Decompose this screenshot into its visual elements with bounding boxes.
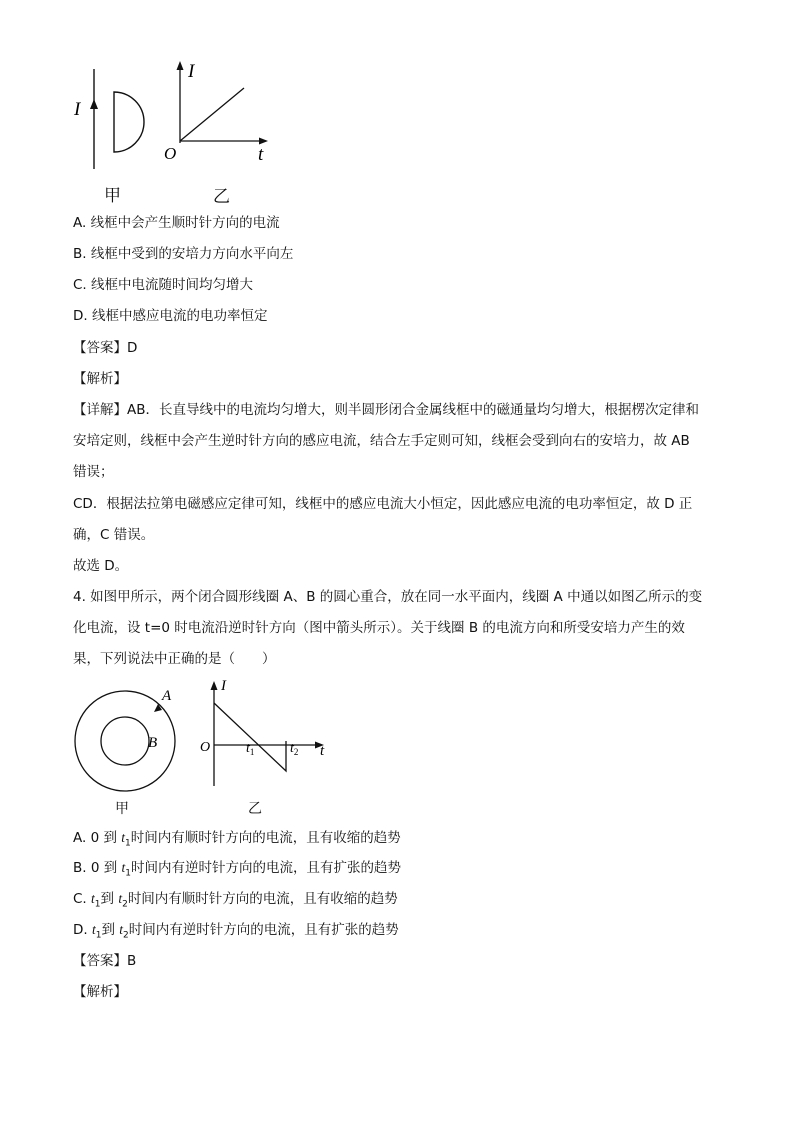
coil-b-label: B <box>148 735 158 751</box>
q3-answer <box>73 338 137 358</box>
q3-detail-line3: 错误； <box>73 464 114 480</box>
q4-stem-line1: 4. 如图甲所示，两个闭合圆形线圈 A、B 的圆心重合，放在同一水平面内，线圈 A 中通以如图乙所示的变 <box>73 589 703 605</box>
figure-1 <box>60 55 290 205</box>
graph1-origin: O <box>164 144 177 163</box>
answer-tag: 【答案】 <box>73 953 127 969</box>
figure-2 <box>68 672 338 802</box>
coil-a-label: A <box>162 688 172 704</box>
q4-option-b: B. 0 到 $t_1$时间内有逆时针方向的电流，且有扩张的趋势 <box>73 860 402 879</box>
graph2-y-label: I <box>221 678 226 694</box>
figure2-caption-b: 乙 <box>248 801 262 817</box>
figure2-caption-a: 甲 <box>115 801 129 817</box>
q3-analysis-tag: 【解析】 <box>73 371 127 387</box>
current-arrow-icon <box>90 99 98 109</box>
q3-option-c: C. 线框中电流随时间均匀增大 <box>73 277 254 293</box>
coil-a <box>75 691 175 791</box>
graph2-x-label: t <box>320 743 325 759</box>
q3-option-d: D. 线框中感应电流的电功率恒定 <box>73 308 268 324</box>
q4-option-a: A. 0 到 $t_1$时间内有顺时针方向的电流，且有收缩的趋势 <box>73 830 401 849</box>
graph2-origin: O <box>200 740 211 755</box>
semicircle-frame <box>114 92 144 152</box>
graph1-x-label: t <box>258 144 264 165</box>
figure1-caption-b: 乙 <box>213 187 230 207</box>
graph1-line <box>180 88 244 141</box>
q4-option-d: D. $t_1$到 $t_2$时间内有逆时针方向的电流，且有扩张的趋势 <box>73 922 399 941</box>
answer-value: D <box>127 340 138 356</box>
q4-analysis-tag: 【解析】 <box>73 984 127 1000</box>
q4-stem-line2: 化电流，设 t=0 时电流沿逆时针方向（图中箭头所示）。关于线圈 B 的电流方向和所受安培力产生的效 <box>73 620 685 636</box>
answer-value: B <box>127 953 137 969</box>
graph1-y-arrow-icon <box>177 61 184 70</box>
q3-detail-line2: 安培定则，线框中会产生逆时针方向的感应电流，结合左手定则可知，线框会受到向右的安培力，故 AB <box>73 433 690 449</box>
q3-option-b: B. 线框中受到的安培力方向水平向左 <box>73 246 294 262</box>
graph2-current-line <box>214 703 286 771</box>
graph1-y-label: I <box>188 61 195 82</box>
graph2-t1-label: $t_1$ <box>246 741 255 757</box>
q3-detail-line1 <box>73 400 699 420</box>
q4-stem-line3: 果，下列说法中正确的是（ ） <box>73 651 276 667</box>
detail-tag: 【详解】 <box>73 402 127 418</box>
q4-option-c: C. $t_1$到 $t_2$时间内有顺时针方向的电流，且有收缩的趋势 <box>73 891 398 910</box>
coil-b <box>101 717 149 765</box>
q3-detail-cd-line1: CD．根据法拉第电磁感应定律可知，线框中的感应电流大小恒定，因此感应电流的电功率恒定，故 D 正 <box>73 496 693 512</box>
q3-conclusion: 故选 D。 <box>73 558 129 574</box>
graph2-y-arrow-icon <box>211 681 218 690</box>
answer-tag: 【答案】 <box>73 340 127 356</box>
detail-ab-text-1: AB．长直导线中的电流均匀增大，则半圆形闭合金属线框中的磁通量均匀增大，根据楞次定律和 <box>127 402 699 418</box>
q3-detail-cd-line2: 确，C 错误。 <box>73 527 155 543</box>
q4-answer <box>73 951 136 971</box>
figure1-caption-a: 甲 <box>104 186 121 206</box>
graph2-t2-label: $t_2$ <box>290 741 299 757</box>
wire-current-label: I <box>74 99 81 120</box>
q3-option-a: A. 线框中会产生顺时针方向的电流 <box>73 215 280 231</box>
